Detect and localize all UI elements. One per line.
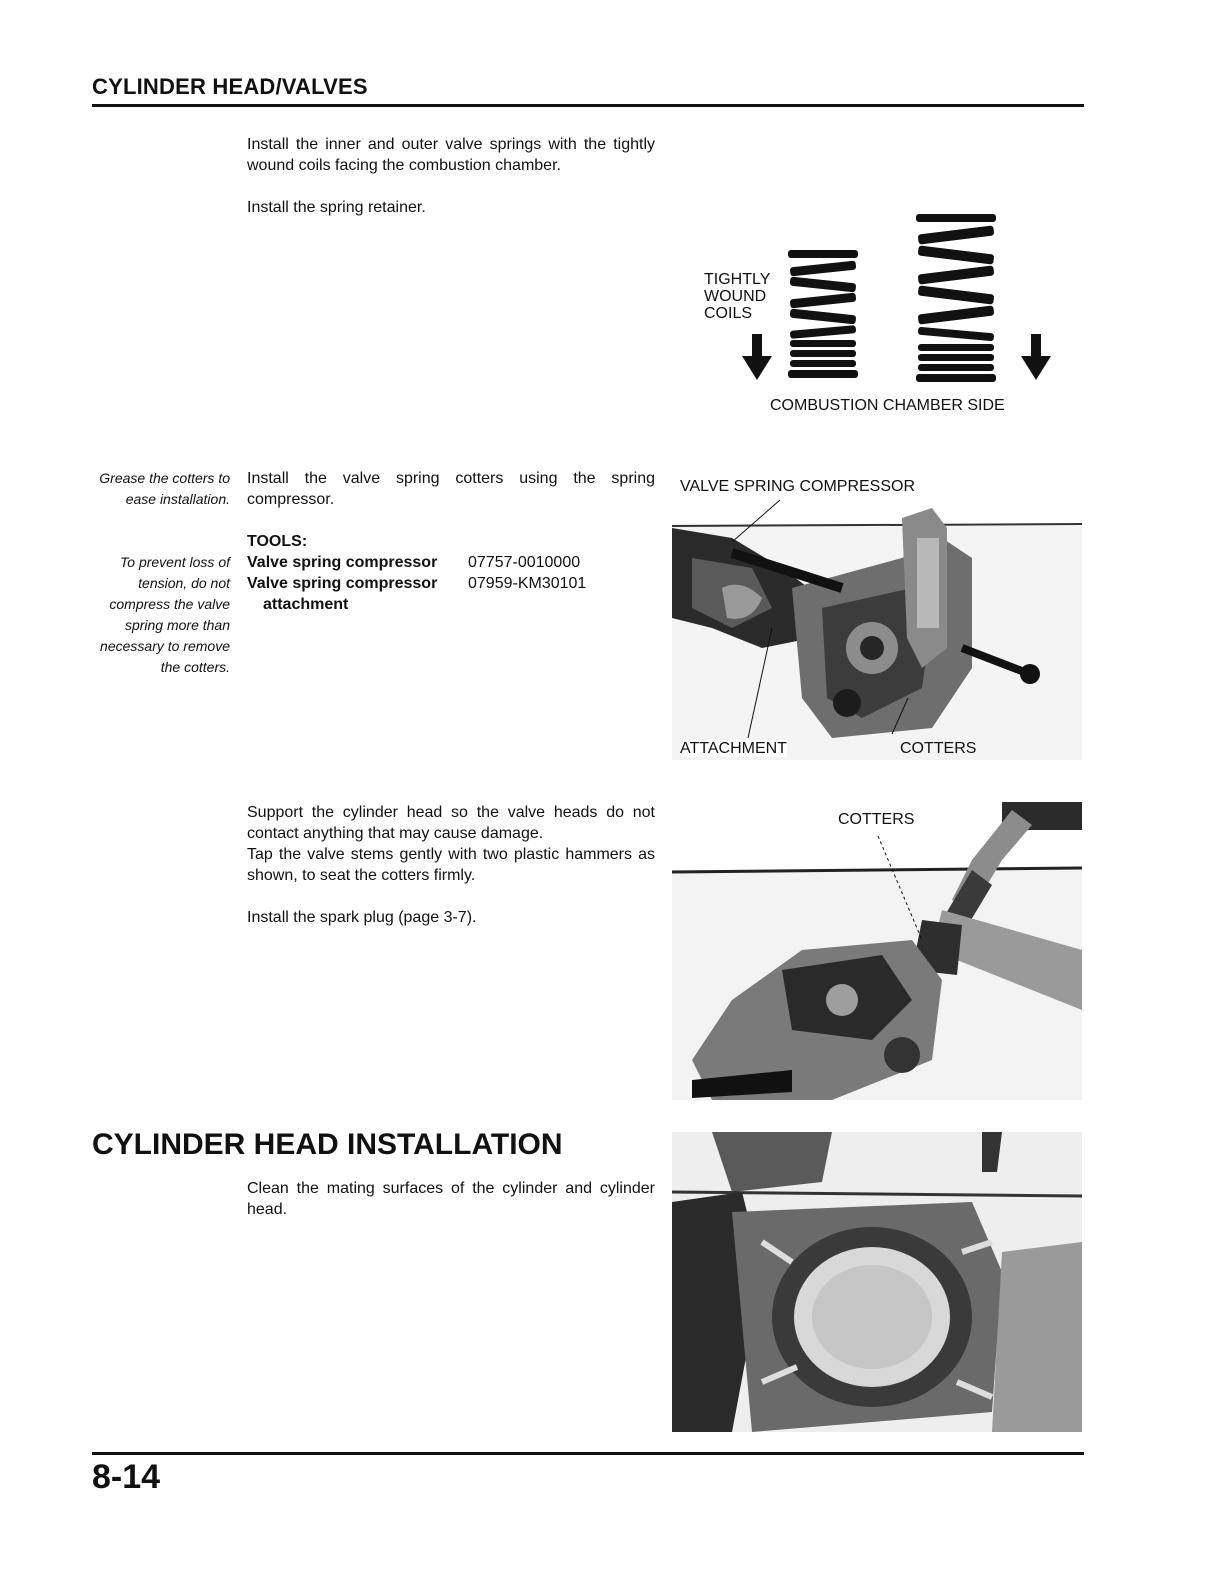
arrow-down-icon-right bbox=[1021, 334, 1051, 380]
tap-valve-paragraph: Tap the valve stems gently with two plastic hammers as shown, to seat the cotters firmly. bbox=[247, 846, 655, 884]
label-tightly: TIGHTLY bbox=[704, 271, 771, 288]
warning-note: To prevent loss of tension, do not compress the valve spring more than necessary to remove the cotters. bbox=[100, 554, 230, 675]
label-attachment: ATTACHMENT bbox=[680, 740, 787, 757]
section-title-installation: CYLINDER HEAD INSTALLATION bbox=[92, 1128, 563, 1161]
combustion-chamber-caption: COMBUSTION CHAMBER SIDE bbox=[770, 397, 1005, 414]
tool-name: Valve spring compressor bbox=[247, 575, 438, 592]
spark-plug-paragraph: Install the spark plug (page 3-7). bbox=[247, 909, 477, 926]
cylinder-photo bbox=[672, 1132, 1082, 1432]
hammers-photo bbox=[672, 800, 1082, 1100]
outer-spring-icon bbox=[916, 214, 996, 382]
valve-springs-illustration bbox=[730, 210, 1060, 386]
install-cotters-paragraph: Install the valve spring cotters using the spring compressor. bbox=[247, 470, 655, 508]
valve-springs-paragraph: Install the inner and outer valve springs with the tightly wound coils facing the combustion chamber. bbox=[247, 136, 655, 174]
tool-number: 07959-KM30101 bbox=[468, 575, 587, 592]
tool-row bbox=[247, 573, 586, 594]
label-wound: WOUND bbox=[704, 288, 767, 305]
compressor-photo bbox=[672, 498, 1082, 760]
label-coils: COILS bbox=[704, 305, 753, 322]
label-cotters-hammers: COTTERS bbox=[838, 811, 915, 828]
label-valve-spring-compressor: VALVE SPRING COMPRESSOR bbox=[680, 478, 916, 495]
inner-spring-icon bbox=[788, 250, 858, 378]
clean-surfaces-paragraph: Clean the mating surfaces of the cylinder and cylinder head. bbox=[247, 1180, 655, 1218]
page-number: 8-14 bbox=[92, 1458, 161, 1496]
arrow-down-icon-left bbox=[742, 334, 772, 380]
tool-number: 07757-0010000 bbox=[468, 554, 581, 571]
tool-row bbox=[247, 552, 580, 573]
tool-name-continued: attachment bbox=[263, 596, 349, 613]
label-cotters-compressor: COTTERS bbox=[900, 740, 977, 757]
tools-heading: TOOLS: bbox=[247, 533, 308, 550]
support-head-paragraph: Support the cylinder head so the valve heads do not contact anything that may cause damage. bbox=[247, 804, 655, 842]
spring-retainer-paragraph: Install the spring retainer. bbox=[247, 199, 426, 216]
tool-name: Valve spring compressor bbox=[247, 554, 438, 571]
header-rule bbox=[92, 104, 1084, 107]
page-header-title: CYLINDER HEAD/VALVES bbox=[92, 74, 368, 99]
grease-note: Grease the cotters to ease installation. bbox=[99, 470, 230, 507]
footer-rule bbox=[92, 1452, 1084, 1455]
